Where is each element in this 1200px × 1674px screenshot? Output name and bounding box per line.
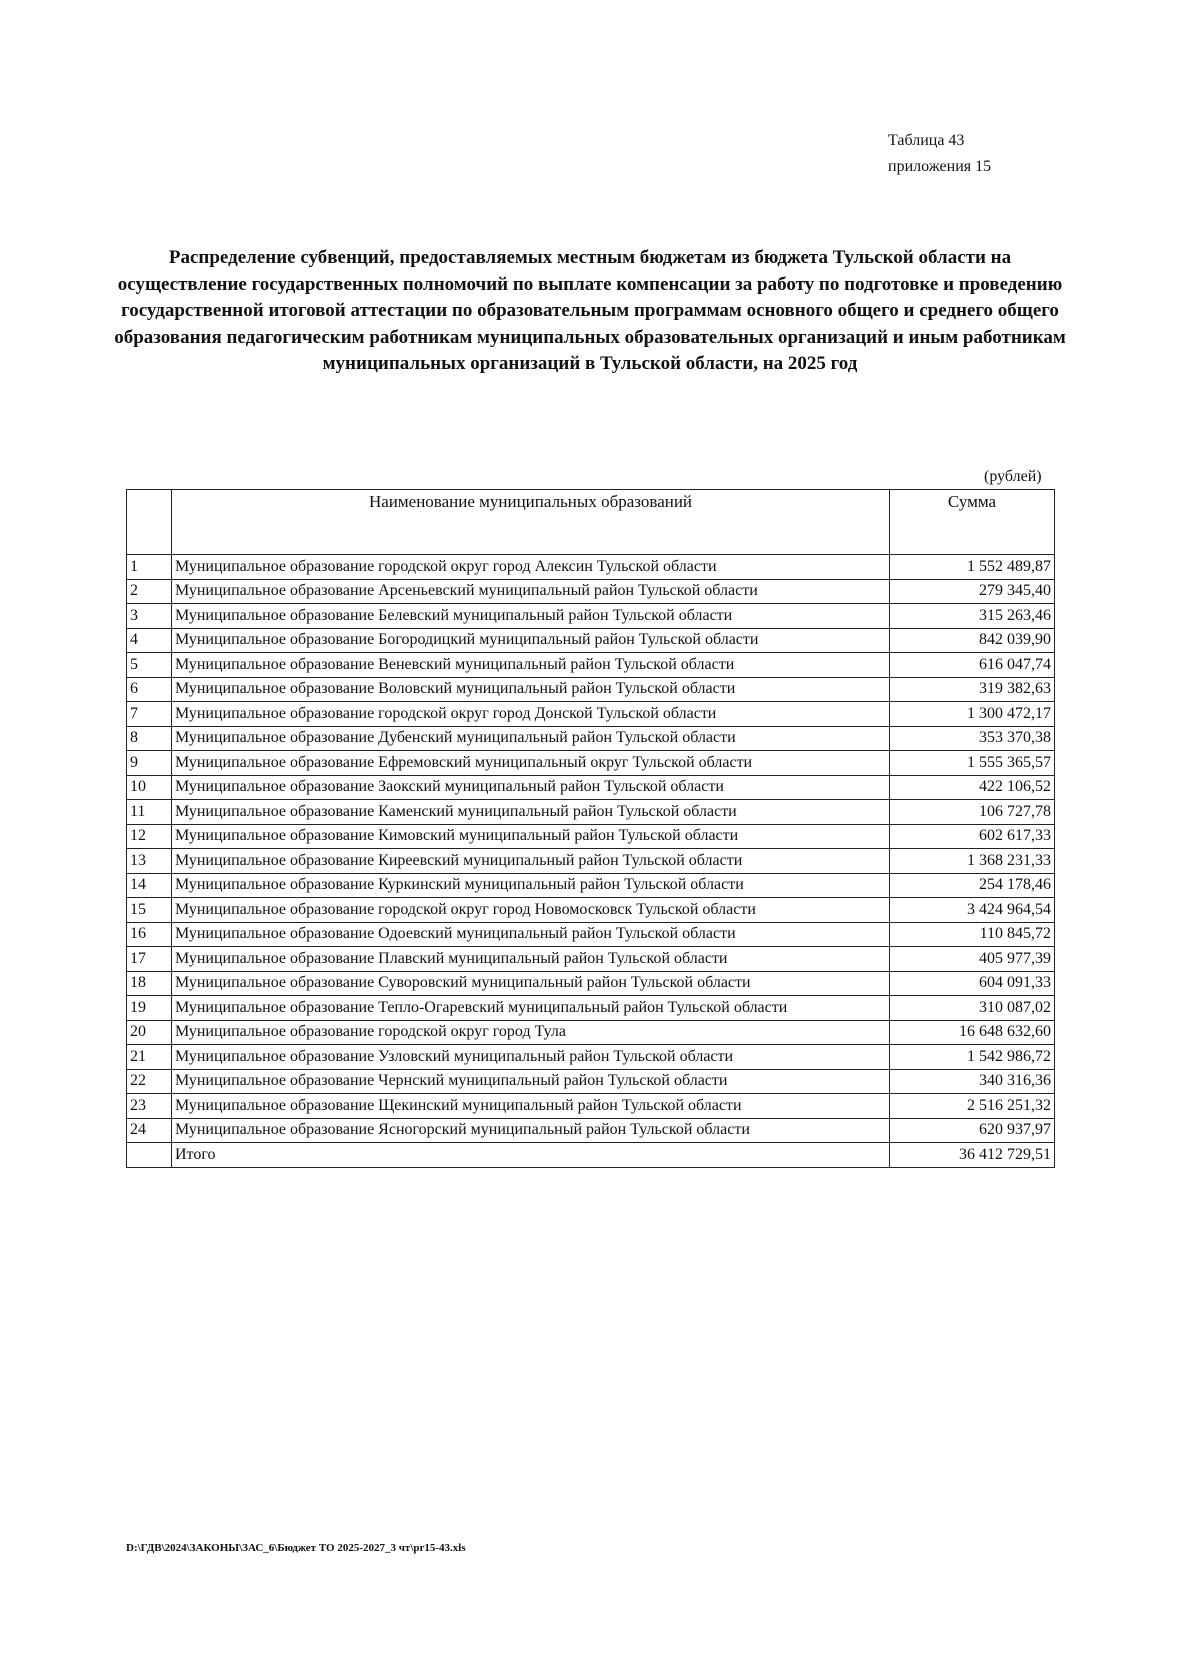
row-number: 16 [127,922,172,947]
row-number: 9 [127,751,172,776]
row-sum: 1 555 365,57 [890,751,1055,776]
row-name: Муниципальное образование Арсеньевский муниципальный район Тульской области [172,579,890,604]
row-number: 21 [127,1045,172,1070]
table-row [127,922,1055,947]
row-name: Муниципальное образование Узловский муниципальный район Тульской области [172,1045,890,1070]
row-name: Муниципальное образование Суворовский муниципальный район Тульской области [172,971,890,996]
total-row [127,1143,1055,1168]
row-number: 22 [127,1069,172,1094]
row-name: Муниципальное образование Богородицкий муниципальный район Тульской области [172,628,890,653]
row-number: 2 [127,579,172,604]
row-sum: 279 345,40 [890,579,1055,604]
row-sum: 616 047,74 [890,653,1055,678]
row-sum: 254 178,46 [890,873,1055,898]
row-name: Муниципальное образование Куркинский муниципальный район Тульской области [172,873,890,898]
row-sum: 1 542 986,72 [890,1045,1055,1070]
row-sum: 319 382,63 [890,677,1055,702]
row-name: Муниципальное образование городской округ город Алексин Тульской области [172,555,890,580]
file-path: D:\ГДВ\2024\ЗАКОНЫ\ЗАС_6\Бюджет ТО 2025-2027_3 чт\pr15-43.xls [126,1542,466,1554]
header-number [127,490,172,555]
row-number: 6 [127,677,172,702]
row-sum: 3 424 964,54 [890,898,1055,923]
units-label: (рублей) [984,468,1042,485]
total-number-cell [127,1143,172,1168]
row-name: Муниципальное образование Веневский муниципальный район Тульской области [172,653,890,678]
table-row [127,1094,1055,1119]
row-name: Муниципальное образование Каменский муниципальный район Тульской области [172,800,890,825]
table-row [127,677,1055,702]
row-sum: 1 552 489,87 [890,555,1055,580]
row-name: Муниципальное образование Кимовский муниципальный район Тульской области [172,824,890,849]
table-reference [888,128,991,180]
row-sum: 315 263,46 [890,604,1055,629]
row-name: Муниципальное образование Тепло-Огаревский муниципальный район Тульской области [172,996,890,1021]
row-sum: 353 370,38 [890,726,1055,751]
row-number: 7 [127,702,172,727]
row-name: Муниципальное образование Щекинский муниципальный район Тульской области [172,1094,890,1119]
header-sum: Сумма [890,490,1055,555]
row-sum: 106 727,78 [890,800,1055,825]
row-number: 19 [127,996,172,1021]
document-title: Распределение субвенций, предоставляемых местным бюджетам из бюджета Тульской области на осуществление государственных полномочий по выплате компенсации за работу по подготовке и проведению государственной итоговой аттестации по образовательным программам основного общего и среднего общего образования педагогическим работникам муниципальных образовательных организаций и иным работникам муниципальных организаций в Тульской области, на 2025 год [114,247,1066,374]
total-sum: 36 412 729,51 [890,1143,1055,1168]
row-number: 14 [127,873,172,898]
row-name: Муниципальное образование Дубенский муниципальный район Тульской области [172,726,890,751]
row-number: 18 [127,971,172,996]
row-number: 13 [127,849,172,874]
total-label: Итого [172,1143,890,1168]
row-sum: 2 516 251,32 [890,1094,1055,1119]
row-number: 8 [127,726,172,751]
row-name: Муниципальное образование Заокский муниципальный район Тульской области [172,775,890,800]
row-name: Муниципальное образование Белевский муниципальный район Тульской области [172,604,890,629]
table-row [127,579,1055,604]
row-name: Муниципальное образование Ефремовский муниципальный округ Тульской области [172,751,890,776]
row-name: Муниципальное образование Плавский муниципальный район Тульской области [172,947,890,972]
header-name: Наименование муниципальных образований [172,490,890,555]
row-number: 10 [127,775,172,800]
row-name: Муниципальное образование Чернский муниципальный район Тульской области [172,1069,890,1094]
appendix-label: приложения 15 [888,158,992,175]
table-row [127,971,1055,996]
row-number: 15 [127,898,172,923]
table-row [127,800,1055,825]
table-row [127,775,1055,800]
row-sum: 340 316,36 [890,1069,1055,1094]
row-number: 4 [127,628,172,653]
row-number: 17 [127,947,172,972]
row-name: Муниципальное образование городской округ город Донской Тульской области [172,702,890,727]
row-sum: 110 845,72 [890,922,1055,947]
table-row [127,824,1055,849]
row-sum: 620 937,97 [890,1118,1055,1143]
row-number: 24 [127,1118,172,1143]
row-sum: 405 977,39 [890,947,1055,972]
row-name: Муниципальное образование Воловский муниципальный район Тульской области [172,677,890,702]
table-row [127,555,1055,580]
row-sum: 16 648 632,60 [890,1020,1055,1045]
table-row [127,702,1055,727]
row-sum: 604 091,33 [890,971,1055,996]
table-row [127,1118,1055,1143]
table-row [127,726,1055,751]
table-row [127,996,1055,1021]
row-name: Муниципальное образование городской округ город Тула [172,1020,890,1045]
row-sum: 602 617,33 [890,824,1055,849]
row-number: 5 [127,653,172,678]
row-number: 12 [127,824,172,849]
row-sum: 310 087,02 [890,996,1055,1021]
table-row [127,628,1055,653]
row-sum: 1 300 472,17 [890,702,1055,727]
table-row [127,849,1055,874]
row-sum: 422 106,52 [890,775,1055,800]
row-name: Муниципальное образование Одоевский муниципальный район Тульской области [172,922,890,947]
table-row [127,1045,1055,1070]
table-row [127,1069,1055,1094]
row-sum: 842 039,90 [890,628,1055,653]
table-row [127,604,1055,629]
row-number: 11 [127,800,172,825]
table-row [127,898,1055,923]
row-sum: 1 368 231,33 [890,849,1055,874]
table-row [127,947,1055,972]
distribution-table [126,489,1055,1168]
row-name: Муниципальное образование Киреевский муниципальный район Тульской области [172,849,890,874]
table-row [127,653,1055,678]
table-row [127,751,1055,776]
row-number: 23 [127,1094,172,1119]
row-name: Муниципальное образование Ясногорский муниципальный район Тульской области [172,1118,890,1143]
row-number: 3 [127,604,172,629]
table-row [127,1020,1055,1045]
row-number: 20 [127,1020,172,1045]
table-number-label: Таблица 43 [888,132,965,149]
row-name: Муниципальное образование городской округ город Новомосковск Тульской области [172,898,890,923]
table-row [127,873,1055,898]
table-header-row [127,490,1055,555]
row-number: 1 [127,555,172,580]
